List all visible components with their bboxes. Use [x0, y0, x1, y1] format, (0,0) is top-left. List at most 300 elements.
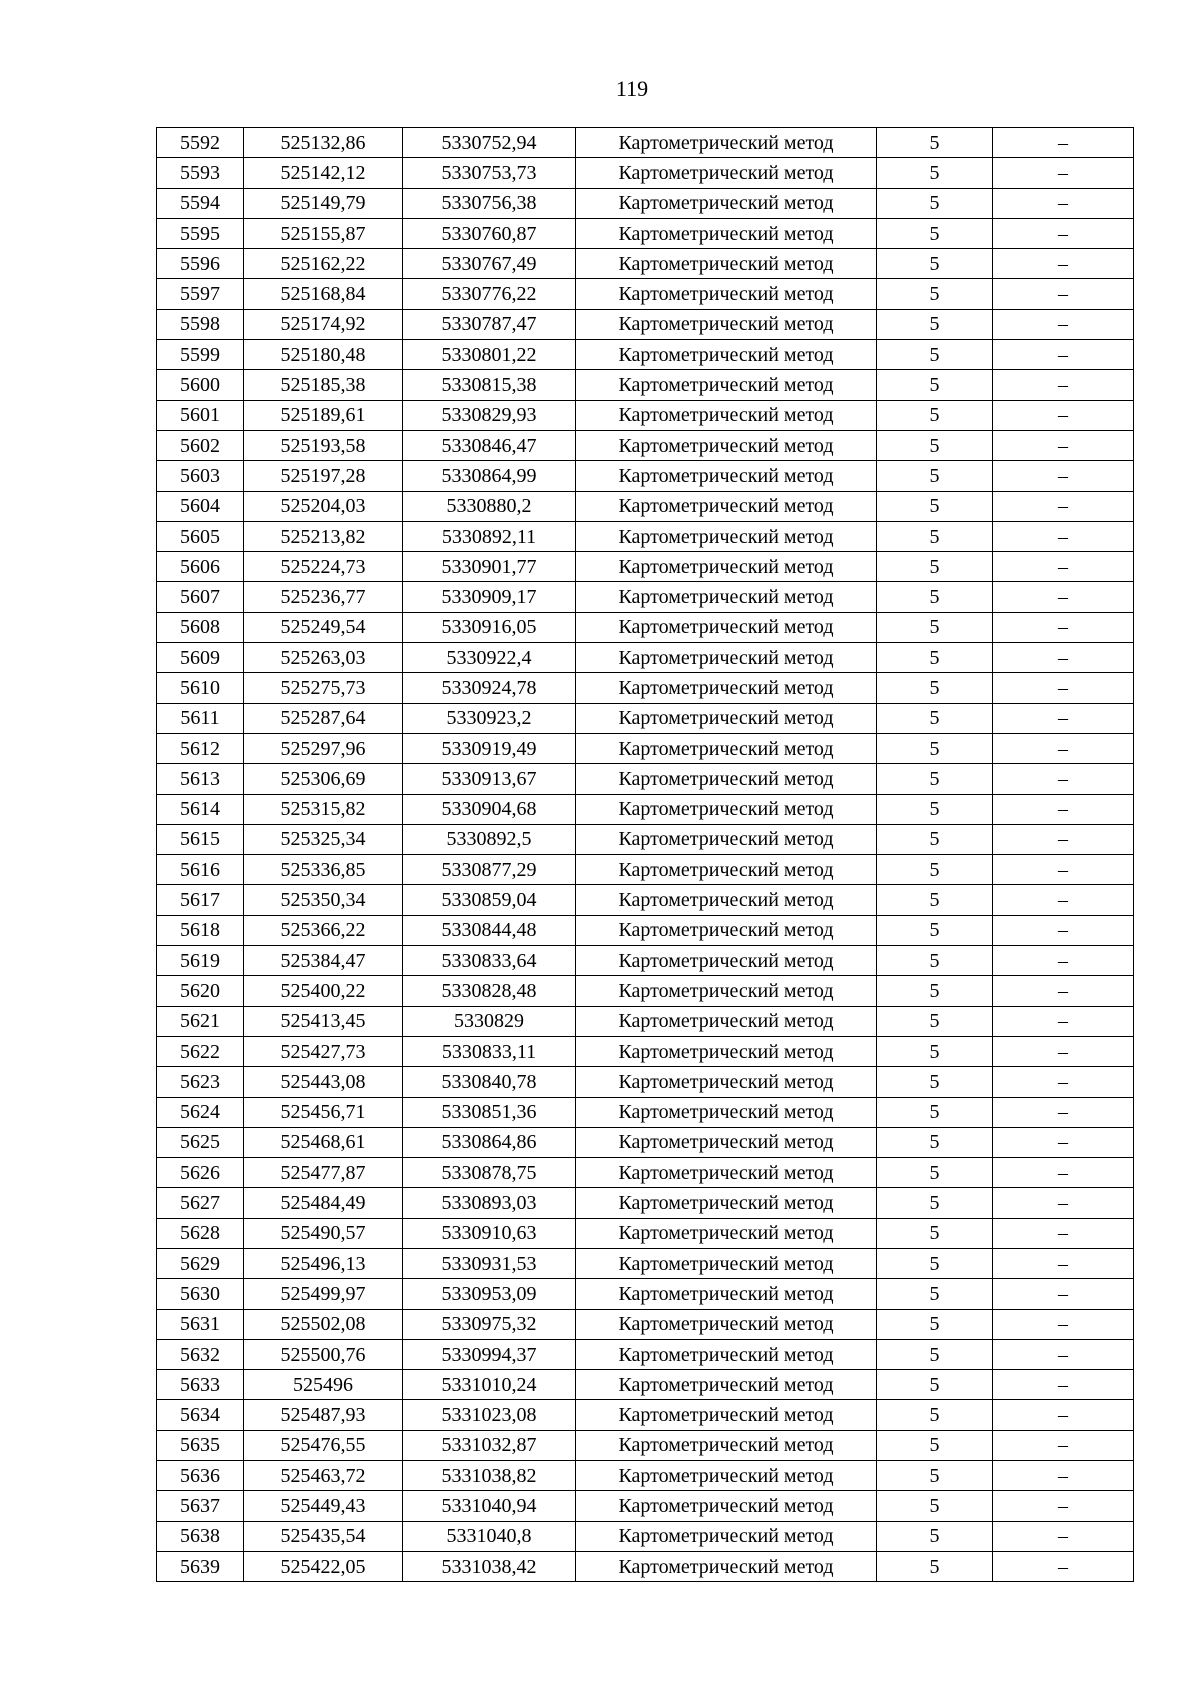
y-coordinate-cell: 5330904,68: [403, 794, 576, 824]
description-cell: –: [993, 976, 1134, 1006]
y-coordinate-cell: 5330913,67: [403, 764, 576, 794]
description-cell: –: [993, 1006, 1134, 1036]
x-coordinate-cell: 525490,57: [244, 1218, 403, 1248]
point-number-cell: 5636: [157, 1461, 244, 1491]
method-cell: Картометрический метод: [576, 764, 877, 794]
coordinates-table: [156, 127, 1134, 1582]
accuracy-cell: 5: [877, 946, 993, 976]
x-coordinate-cell: 525174,92: [244, 309, 403, 339]
accuracy-cell: 5: [877, 521, 993, 551]
description-cell: –: [993, 1309, 1134, 1339]
y-coordinate-cell: 5330787,47: [403, 309, 576, 339]
point-number-cell: 5627: [157, 1188, 244, 1218]
x-coordinate-cell: 525499,97: [244, 1279, 403, 1309]
method-cell: Картометрический метод: [576, 249, 877, 279]
point-number-cell: 5620: [157, 976, 244, 1006]
x-coordinate-cell: 525197,28: [244, 461, 403, 491]
x-coordinate-cell: 525449,43: [244, 1491, 403, 1521]
x-coordinate-cell: 525350,34: [244, 885, 403, 915]
method-cell: Картометрический метод: [576, 582, 877, 612]
table-row: [157, 1036, 1134, 1066]
accuracy-cell: 5: [877, 461, 993, 491]
x-coordinate-cell: 525413,45: [244, 1006, 403, 1036]
description-cell: –: [993, 885, 1134, 915]
point-number-cell: 5621: [157, 1006, 244, 1036]
point-number-cell: 5618: [157, 915, 244, 945]
point-number-cell: 5630: [157, 1279, 244, 1309]
description-cell: –: [993, 1279, 1134, 1309]
x-coordinate-cell: 525224,73: [244, 552, 403, 582]
method-cell: Картометрический метод: [576, 1461, 877, 1491]
description-cell: –: [993, 764, 1134, 794]
method-cell: Картометрический метод: [576, 1491, 877, 1521]
accuracy-cell: 5: [877, 733, 993, 763]
method-cell: Картометрический метод: [576, 824, 877, 854]
description-cell: –: [993, 461, 1134, 491]
accuracy-cell: 5: [877, 158, 993, 188]
method-cell: Картометрический метод: [576, 1551, 877, 1581]
table-row: [157, 1461, 1134, 1491]
y-coordinate-cell: 5330828,48: [403, 976, 576, 1006]
y-coordinate-cell: 5330833,11: [403, 1036, 576, 1066]
accuracy-cell: 5: [877, 1461, 993, 1491]
point-number-cell: 5595: [157, 218, 244, 248]
table-row: [157, 158, 1134, 188]
description-cell: –: [993, 673, 1134, 703]
method-cell: Картометрический метод: [576, 1188, 877, 1218]
table-row: [157, 370, 1134, 400]
table-row: [157, 1430, 1134, 1460]
accuracy-cell: 5: [877, 1521, 993, 1551]
x-coordinate-cell: 525496: [244, 1370, 403, 1400]
description-cell: –: [993, 1097, 1134, 1127]
accuracy-cell: 5: [877, 915, 993, 945]
accuracy-cell: 5: [877, 218, 993, 248]
y-coordinate-cell: 5330752,94: [403, 128, 576, 158]
table-row: [157, 1067, 1134, 1097]
accuracy-cell: 5: [877, 1127, 993, 1157]
accuracy-cell: 5: [877, 1006, 993, 1036]
description-cell: –: [993, 1036, 1134, 1066]
description-cell: –: [993, 1400, 1134, 1430]
method-cell: Картометрический метод: [576, 158, 877, 188]
point-number-cell: 5606: [157, 552, 244, 582]
point-number-cell: 5616: [157, 855, 244, 885]
table-row: [157, 218, 1134, 248]
x-coordinate-cell: 525476,55: [244, 1430, 403, 1460]
point-number-cell: 5634: [157, 1400, 244, 1430]
accuracy-cell: 5: [877, 1430, 993, 1460]
table-row: [157, 733, 1134, 763]
accuracy-cell: 5: [877, 400, 993, 430]
x-coordinate-cell: 525204,03: [244, 491, 403, 521]
description-cell: –: [993, 1218, 1134, 1248]
y-coordinate-cell: 5330776,22: [403, 279, 576, 309]
x-coordinate-cell: 525189,61: [244, 400, 403, 430]
description-cell: –: [993, 1158, 1134, 1188]
y-coordinate-cell: 5331038,42: [403, 1551, 576, 1581]
table-row: [157, 188, 1134, 218]
table-row: [157, 673, 1134, 703]
point-number-cell: 5593: [157, 158, 244, 188]
accuracy-cell: 5: [877, 612, 993, 642]
description-cell: –: [993, 188, 1134, 218]
point-number-cell: 5597: [157, 279, 244, 309]
table-row: [157, 1400, 1134, 1430]
x-coordinate-cell: 525427,73: [244, 1036, 403, 1066]
x-coordinate-cell: 525463,72: [244, 1461, 403, 1491]
description-cell: –: [993, 340, 1134, 370]
y-coordinate-cell: 5330767,49: [403, 249, 576, 279]
table-row: [157, 128, 1134, 158]
y-coordinate-cell: 5330829,93: [403, 400, 576, 430]
table-row: [157, 249, 1134, 279]
y-coordinate-cell: 5330893,03: [403, 1188, 576, 1218]
method-cell: Картометрический метод: [576, 370, 877, 400]
description-cell: –: [993, 128, 1134, 158]
accuracy-cell: 5: [877, 1400, 993, 1430]
method-cell: Картометрический метод: [576, 1400, 877, 1430]
y-coordinate-cell: 5330844,48: [403, 915, 576, 945]
method-cell: Картометрический метод: [576, 1309, 877, 1339]
method-cell: Картометрический метод: [576, 915, 877, 945]
x-coordinate-cell: 525484,49: [244, 1188, 403, 1218]
y-coordinate-cell: 5330840,78: [403, 1067, 576, 1097]
x-coordinate-cell: 525168,84: [244, 279, 403, 309]
method-cell: Картометрический метод: [576, 521, 877, 551]
accuracy-cell: 5: [877, 885, 993, 915]
description-cell: –: [993, 612, 1134, 642]
method-cell: Картометрический метод: [576, 1430, 877, 1460]
description-cell: –: [993, 1339, 1134, 1369]
accuracy-cell: 5: [877, 1370, 993, 1400]
y-coordinate-cell: 5331010,24: [403, 1370, 576, 1400]
y-coordinate-cell: 5331023,08: [403, 1400, 576, 1430]
method-cell: Картометрический метод: [576, 794, 877, 824]
accuracy-cell: 5: [877, 1097, 993, 1127]
table-row: [157, 1218, 1134, 1248]
table-row: [157, 552, 1134, 582]
y-coordinate-cell: 5330910,63: [403, 1218, 576, 1248]
description-cell: –: [993, 370, 1134, 400]
x-coordinate-cell: 525384,47: [244, 946, 403, 976]
table-row: [157, 946, 1134, 976]
point-number-cell: 5603: [157, 461, 244, 491]
y-coordinate-cell: 5330846,47: [403, 430, 576, 460]
x-coordinate-cell: 525315,82: [244, 794, 403, 824]
x-coordinate-cell: 525149,79: [244, 188, 403, 218]
point-number-cell: 5637: [157, 1491, 244, 1521]
table-row: [157, 976, 1134, 1006]
y-coordinate-cell: 5330877,29: [403, 855, 576, 885]
method-cell: Картометрический метод: [576, 128, 877, 158]
accuracy-cell: 5: [877, 1036, 993, 1066]
accuracy-cell: 5: [877, 552, 993, 582]
table-row: [157, 1127, 1134, 1157]
accuracy-cell: 5: [877, 794, 993, 824]
description-cell: –: [993, 1521, 1134, 1551]
method-cell: Картометрический метод: [576, 340, 877, 370]
y-coordinate-cell: 5331040,94: [403, 1491, 576, 1521]
method-cell: Картометрический метод: [576, 733, 877, 763]
accuracy-cell: 5: [877, 1188, 993, 1218]
y-coordinate-cell: 5330922,4: [403, 643, 576, 673]
method-cell: Картометрический метод: [576, 400, 877, 430]
table-row: [157, 1248, 1134, 1278]
method-cell: Картометрический метод: [576, 855, 877, 885]
accuracy-cell: 5: [877, 703, 993, 733]
table-row: [157, 1006, 1134, 1036]
description-cell: –: [993, 552, 1134, 582]
description-cell: –: [993, 309, 1134, 339]
method-cell: Картометрический метод: [576, 1279, 877, 1309]
accuracy-cell: 5: [877, 1551, 993, 1581]
accuracy-cell: 5: [877, 824, 993, 854]
description-cell: –: [993, 1491, 1134, 1521]
x-coordinate-cell: 525275,73: [244, 673, 403, 703]
accuracy-cell: 5: [877, 128, 993, 158]
point-number-cell: 5592: [157, 128, 244, 158]
y-coordinate-cell: 5330924,78: [403, 673, 576, 703]
accuracy-cell: 5: [877, 764, 993, 794]
description-cell: –: [993, 279, 1134, 309]
x-coordinate-cell: 525456,71: [244, 1097, 403, 1127]
method-cell: Картометрический метод: [576, 309, 877, 339]
description-cell: –: [993, 794, 1134, 824]
y-coordinate-cell: 5330994,37: [403, 1339, 576, 1369]
point-number-cell: 5607: [157, 582, 244, 612]
x-coordinate-cell: 525297,96: [244, 733, 403, 763]
x-coordinate-cell: 525502,08: [244, 1309, 403, 1339]
point-number-cell: 5605: [157, 521, 244, 551]
point-number-cell: 5626: [157, 1158, 244, 1188]
y-coordinate-cell: 5330931,53: [403, 1248, 576, 1278]
point-number-cell: 5615: [157, 824, 244, 854]
table-row: [157, 794, 1134, 824]
table-row: [157, 703, 1134, 733]
table-row: [157, 1279, 1134, 1309]
point-number-cell: 5600: [157, 370, 244, 400]
method-cell: Картометрический метод: [576, 612, 877, 642]
method-cell: Картометрический метод: [576, 552, 877, 582]
y-coordinate-cell: 5330909,17: [403, 582, 576, 612]
accuracy-cell: 5: [877, 1339, 993, 1369]
y-coordinate-cell: 5330760,87: [403, 218, 576, 248]
description-cell: –: [993, 400, 1134, 430]
y-coordinate-cell: 5330801,22: [403, 340, 576, 370]
method-cell: Картометрический метод: [576, 1006, 877, 1036]
x-coordinate-cell: 525366,22: [244, 915, 403, 945]
coordinates-table-body: [157, 128, 1134, 1582]
description-cell: –: [993, 733, 1134, 763]
x-coordinate-cell: 525477,87: [244, 1158, 403, 1188]
accuracy-cell: 5: [877, 1158, 993, 1188]
x-coordinate-cell: 525400,22: [244, 976, 403, 1006]
x-coordinate-cell: 525185,38: [244, 370, 403, 400]
accuracy-cell: 5: [877, 340, 993, 370]
method-cell: Картометрический метод: [576, 673, 877, 703]
description-cell: –: [993, 1551, 1134, 1581]
x-coordinate-cell: 525487,93: [244, 1400, 403, 1430]
accuracy-cell: 5: [877, 673, 993, 703]
point-number-cell: 5612: [157, 733, 244, 763]
accuracy-cell: 5: [877, 249, 993, 279]
description-cell: –: [993, 582, 1134, 612]
table-row: [157, 612, 1134, 642]
table-row: [157, 521, 1134, 551]
accuracy-cell: 5: [877, 1218, 993, 1248]
y-coordinate-cell: 5330880,2: [403, 491, 576, 521]
point-number-cell: 5625: [157, 1127, 244, 1157]
y-coordinate-cell: 5330864,86: [403, 1127, 576, 1157]
description-cell: –: [993, 158, 1134, 188]
point-number-cell: 5628: [157, 1218, 244, 1248]
method-cell: Картометрический метод: [576, 885, 877, 915]
description-cell: –: [993, 1461, 1134, 1491]
table-row: [157, 279, 1134, 309]
point-number-cell: 5633: [157, 1370, 244, 1400]
point-number-cell: 5622: [157, 1036, 244, 1066]
method-cell: Картометрический метод: [576, 461, 877, 491]
x-coordinate-cell: 525162,22: [244, 249, 403, 279]
accuracy-cell: 5: [877, 370, 993, 400]
point-number-cell: 5610: [157, 673, 244, 703]
x-coordinate-cell: 525193,58: [244, 430, 403, 460]
description-cell: –: [993, 946, 1134, 976]
description-cell: –: [993, 824, 1134, 854]
method-cell: Картометрический метод: [576, 491, 877, 521]
x-coordinate-cell: 525325,34: [244, 824, 403, 854]
x-coordinate-cell: 525132,86: [244, 128, 403, 158]
x-coordinate-cell: 525180,48: [244, 340, 403, 370]
point-number-cell: 5623: [157, 1067, 244, 1097]
y-coordinate-cell: 5330923,2: [403, 703, 576, 733]
y-coordinate-cell: 5331038,82: [403, 1461, 576, 1491]
x-coordinate-cell: 525336,85: [244, 855, 403, 885]
x-coordinate-cell: 525236,77: [244, 582, 403, 612]
table-row: [157, 1158, 1134, 1188]
accuracy-cell: 5: [877, 279, 993, 309]
table-row: [157, 885, 1134, 915]
accuracy-cell: 5: [877, 430, 993, 460]
method-cell: Картометрический метод: [576, 1067, 877, 1097]
page-number: 119: [615, 76, 649, 101]
description-cell: –: [993, 1430, 1134, 1460]
table-row: [157, 1491, 1134, 1521]
accuracy-cell: 5: [877, 1248, 993, 1278]
point-number-cell: 5614: [157, 794, 244, 824]
description-cell: –: [993, 915, 1134, 945]
point-number-cell: 5629: [157, 1248, 244, 1278]
point-number-cell: 5619: [157, 946, 244, 976]
accuracy-cell: 5: [877, 188, 993, 218]
accuracy-cell: 5: [877, 976, 993, 1006]
table-row: [157, 491, 1134, 521]
accuracy-cell: 5: [877, 491, 993, 521]
accuracy-cell: 5: [877, 582, 993, 612]
y-coordinate-cell: 5330975,32: [403, 1309, 576, 1339]
point-number-cell: 5639: [157, 1551, 244, 1581]
table-row: [157, 1309, 1134, 1339]
description-cell: –: [993, 643, 1134, 673]
x-coordinate-cell: 525213,82: [244, 521, 403, 551]
table-row: [157, 582, 1134, 612]
y-coordinate-cell: 5330833,64: [403, 946, 576, 976]
y-coordinate-cell: 5330892,11: [403, 521, 576, 551]
method-cell: Картометрический метод: [576, 1127, 877, 1157]
x-coordinate-cell: 525249,54: [244, 612, 403, 642]
method-cell: Картометрический метод: [576, 279, 877, 309]
method-cell: Картометрический метод: [576, 188, 877, 218]
method-cell: Картометрический метод: [576, 1248, 877, 1278]
y-coordinate-cell: 5330829: [403, 1006, 576, 1036]
method-cell: Картометрический метод: [576, 976, 877, 1006]
y-coordinate-cell: 5330878,75: [403, 1158, 576, 1188]
description-cell: –: [993, 249, 1134, 279]
table-row: [157, 824, 1134, 854]
y-coordinate-cell: 5330851,36: [403, 1097, 576, 1127]
table-row: [157, 1551, 1134, 1581]
table-row: [157, 309, 1134, 339]
description-cell: –: [993, 1127, 1134, 1157]
description-cell: –: [993, 521, 1134, 551]
description-cell: –: [993, 1067, 1134, 1097]
method-cell: Картометрический метод: [576, 430, 877, 460]
y-coordinate-cell: 5330753,73: [403, 158, 576, 188]
method-cell: Картометрический метод: [576, 946, 877, 976]
y-coordinate-cell: 5330864,99: [403, 461, 576, 491]
description-cell: –: [993, 855, 1134, 885]
y-coordinate-cell: 5330953,09: [403, 1279, 576, 1309]
table-row: [157, 643, 1134, 673]
accuracy-cell: 5: [877, 1491, 993, 1521]
method-cell: Картометрический метод: [576, 1158, 877, 1188]
method-cell: Картометрический метод: [576, 1036, 877, 1066]
description-cell: –: [993, 1188, 1134, 1218]
table-row: [157, 1339, 1134, 1369]
method-cell: Картометрический метод: [576, 1370, 877, 1400]
point-number-cell: 5599: [157, 340, 244, 370]
point-number-cell: 5617: [157, 885, 244, 915]
method-cell: Картометрический метод: [576, 1218, 877, 1248]
accuracy-cell: 5: [877, 1067, 993, 1097]
table-row: [157, 400, 1134, 430]
table-row: [157, 461, 1134, 491]
method-cell: Картометрический метод: [576, 1521, 877, 1551]
x-coordinate-cell: 525422,05: [244, 1551, 403, 1581]
table-row: [157, 1521, 1134, 1551]
point-number-cell: 5631: [157, 1309, 244, 1339]
point-number-cell: 5624: [157, 1097, 244, 1127]
description-cell: –: [993, 430, 1134, 460]
point-number-cell: 5602: [157, 430, 244, 460]
x-coordinate-cell: 525287,64: [244, 703, 403, 733]
method-cell: Картометрический метод: [576, 703, 877, 733]
x-coordinate-cell: 525306,69: [244, 764, 403, 794]
accuracy-cell: 5: [877, 643, 993, 673]
accuracy-cell: 5: [877, 855, 993, 885]
point-number-cell: 5598: [157, 309, 244, 339]
accuracy-cell: 5: [877, 309, 993, 339]
table-row: [157, 855, 1134, 885]
y-coordinate-cell: 5330916,05: [403, 612, 576, 642]
table-row: [157, 764, 1134, 794]
table-row: [157, 1188, 1134, 1218]
description-cell: –: [993, 1248, 1134, 1278]
y-coordinate-cell: 5330756,38: [403, 188, 576, 218]
method-cell: Картометрический метод: [576, 1097, 877, 1127]
point-number-cell: 5608: [157, 612, 244, 642]
